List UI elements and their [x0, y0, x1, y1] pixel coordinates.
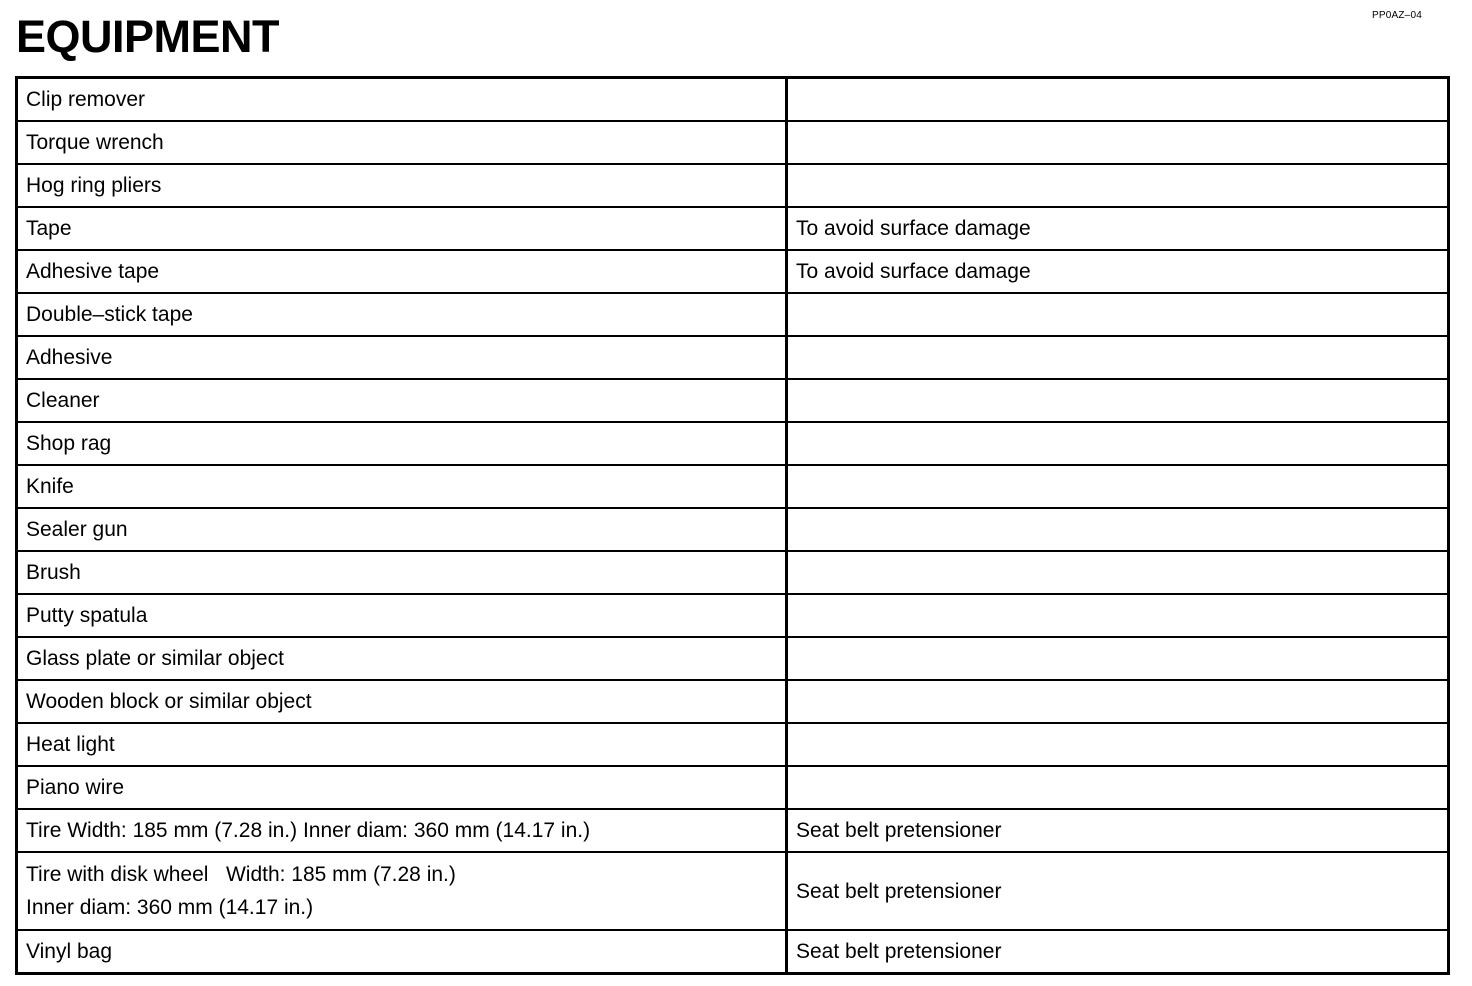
page-title: EQUIPMENT: [16, 11, 280, 62]
table-row: [17, 508, 1449, 551]
equipment-item: Sealer gun: [17, 508, 787, 551]
table-row: [17, 164, 1449, 207]
equipment-item: Clip remover: [17, 78, 787, 122]
equipment-item: Adhesive: [17, 336, 787, 379]
equipment-note: [787, 422, 1449, 465]
equipment-item: Piano wire: [17, 766, 787, 809]
equipment-item: Adhesive tape: [17, 250, 787, 293]
equipment-item: Vinyl bag: [17, 930, 787, 974]
equipment-note: [787, 465, 1449, 508]
table-row: [17, 121, 1449, 164]
table-row: [17, 809, 1449, 852]
equipment-note: [787, 723, 1449, 766]
table-row: [17, 336, 1449, 379]
equipment-note: [787, 379, 1449, 422]
table-row: [17, 766, 1449, 809]
equipment-item: Glass plate or similar object: [17, 637, 787, 680]
table-row: [17, 422, 1449, 465]
table-row: [17, 379, 1449, 422]
table-row: [17, 723, 1449, 766]
equipment-note: [787, 637, 1449, 680]
equipment-item: Heat light: [17, 723, 787, 766]
table-row: [17, 250, 1449, 293]
table-row: [17, 930, 1449, 974]
table-row: [17, 637, 1449, 680]
table-row: [17, 207, 1449, 250]
equipment-item: [17, 852, 787, 930]
equipment-item: Cleaner: [17, 379, 787, 422]
equipment-note: [787, 164, 1449, 207]
equipment-note: Seat belt pretensioner: [787, 852, 1449, 930]
equipment-note: [787, 121, 1449, 164]
table-row: [17, 293, 1449, 336]
table-row: [17, 852, 1449, 930]
equipment-note: To avoid surface damage: [787, 207, 1449, 250]
equipment-item: Tape: [17, 207, 787, 250]
equipment-item: Double–stick tape: [17, 293, 787, 336]
equipment-note: [787, 551, 1449, 594]
table-row: [17, 78, 1449, 122]
equipment-item: Hog ring pliers: [17, 164, 787, 207]
equipment-item: Putty spatula: [17, 594, 787, 637]
equipment-note: [787, 336, 1449, 379]
equipment-item-line: Inner diam: 360 mm (14.17 in.): [26, 896, 314, 919]
equipment-note: [787, 78, 1449, 122]
table-row: [17, 594, 1449, 637]
equipment-note: To avoid surface damage: [787, 250, 1449, 293]
equipment-item: Tire Width: 185 mm (7.28 in.) Inner diam: 360 mm (14.17 in.): [17, 809, 787, 852]
equipment-item: Brush: [17, 551, 787, 594]
equipment-note: [787, 766, 1449, 809]
equipment-note: Seat belt pretensioner: [796, 940, 1002, 963]
equipment-item: Knife: [17, 465, 787, 508]
equipment-item-line: Tire with disk wheel Width: 185 mm (7.28 in.): [26, 863, 456, 886]
equipment-table: [15, 76, 1450, 975]
document-code: PP0AZ–04: [1372, 10, 1422, 21]
equipment-note: [787, 594, 1449, 637]
equipment-note: [787, 508, 1449, 551]
table-row: [17, 680, 1449, 723]
equipment-note: [787, 293, 1449, 336]
equipment-item: Shop rag: [17, 422, 787, 465]
equipment-item: Wooden block or similar object: [17, 680, 787, 723]
table-row: [17, 551, 1449, 594]
equipment-item: Torque wrench: [17, 121, 787, 164]
table-row: [17, 465, 1449, 508]
equipment-note: Seat belt pretensioner: [787, 809, 1449, 852]
equipment-note: [787, 680, 1449, 723]
